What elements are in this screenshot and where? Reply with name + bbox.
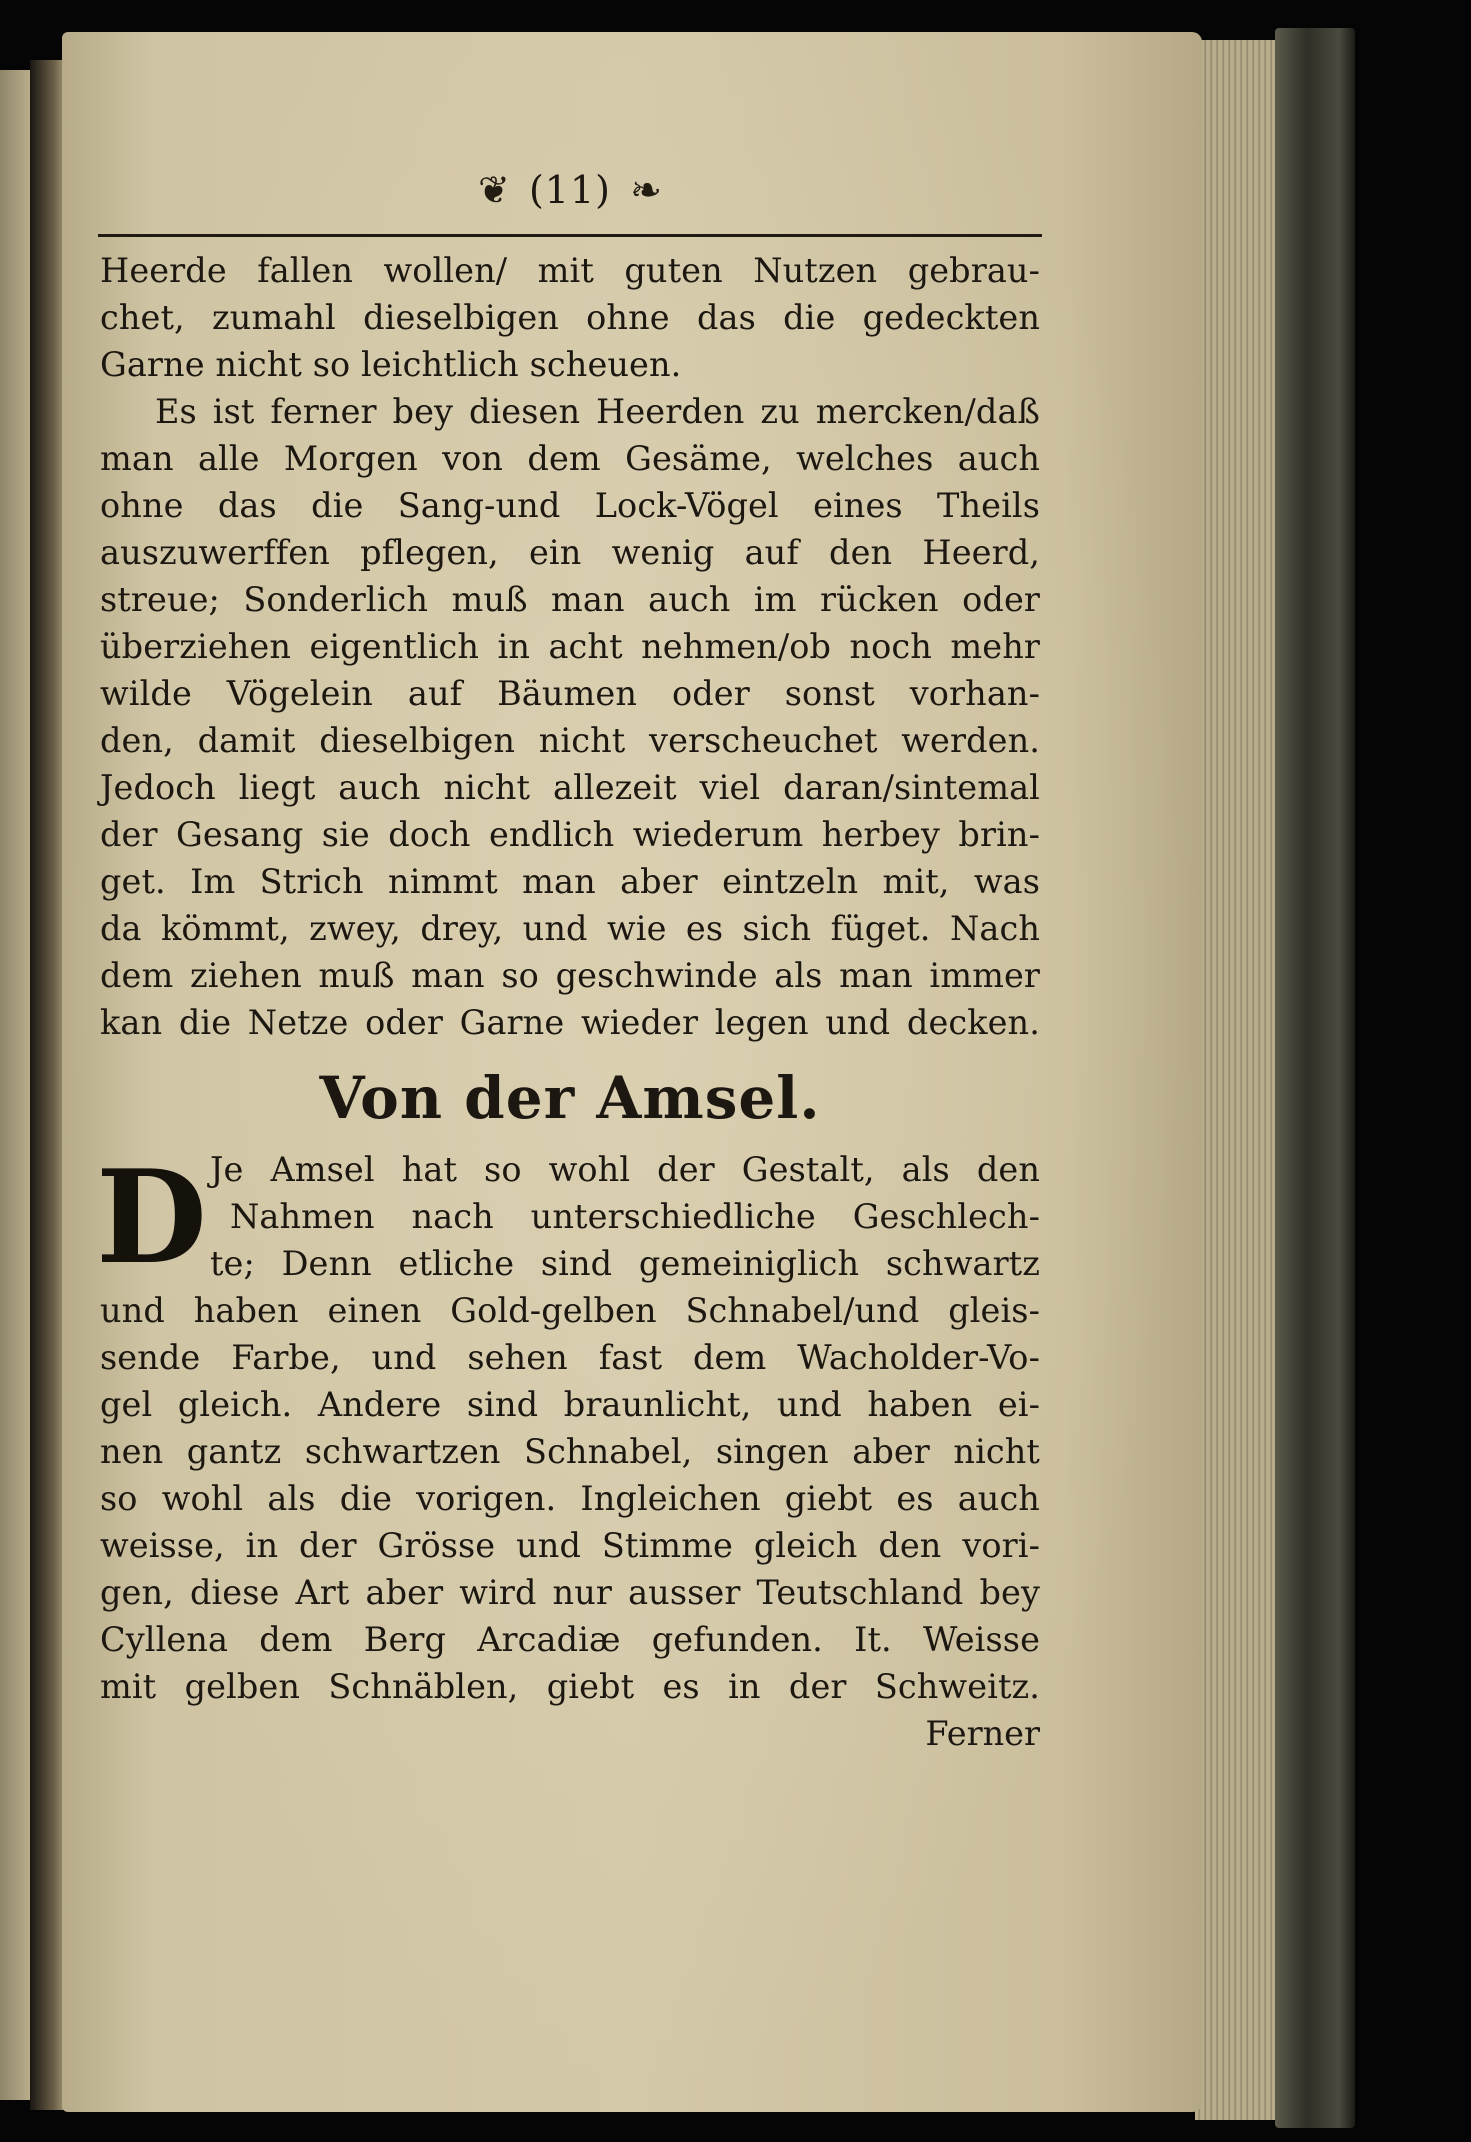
catchword: Ferner xyxy=(925,1714,1040,1753)
text-line: der Gesang sie doch endlich wiederum herbey brin- xyxy=(100,815,1040,854)
text-line: Je Amsel hat so wohl der Gestalt, als den xyxy=(210,1150,1040,1189)
text-line: kan die Netze oder Garne wieder legen und decken. xyxy=(100,1003,1040,1042)
text-line: so wohl als die vorigen. Ingleichen giebt es auch xyxy=(100,1479,1040,1518)
text-line: Cyllena dem Berg Arcadiæ gefunden. It. Weisse xyxy=(100,1620,1040,1659)
facing-page-edge xyxy=(0,70,32,2100)
text-line: gen, diese Art aber wird nur ausser Teutschland bey xyxy=(100,1573,1040,1612)
text-line: ohne das die Sang-und Lock-Vögel eines Theils xyxy=(100,486,1040,525)
paragraph-1 xyxy=(100,247,1040,388)
text-line: überziehen eigentlich in acht nehmen/ob noch mehr xyxy=(100,627,1040,666)
running-header xyxy=(100,168,1040,234)
page-edges xyxy=(1195,40,1285,2120)
text-line: gel gleich. Andere sind braunlicht, und haben ei- xyxy=(100,1385,1040,1424)
paragraph-2 xyxy=(100,388,1040,1046)
section-heading: Von der Amsel. xyxy=(319,1064,821,1132)
ornament-right-icon: ❧ xyxy=(630,168,662,212)
text-line: auszuwerffen pflegen, ein wenig auf den Heerd, xyxy=(100,533,1040,572)
text-line: te; Denn etliche sind gemeiniglich schwartz xyxy=(210,1244,1040,1283)
text-line: Es ist ferner bey diesen Heerden zu mercken/daß xyxy=(155,392,1040,431)
text-line: man alle Morgen von dem Gesäme, welches auch xyxy=(100,439,1040,478)
text-line: wilde Vögelein auf Bäumen oder sonst vorhan- xyxy=(100,674,1040,713)
text-line: dem ziehen muß man so geschwinde als man immer xyxy=(100,956,1040,995)
text-line: und haben einen Gold-gelben Schnabel/und gleis- xyxy=(100,1291,1040,1330)
text-line: sende Farbe, und sehen fast dem Wacholder-Vo- xyxy=(100,1338,1040,1377)
text-line: Garne nicht so leichtlich scheuen. xyxy=(100,345,682,384)
text-line: weisse, in der Grösse und Stimme gleich den vori- xyxy=(100,1526,1040,1565)
page-number: (11) xyxy=(528,168,611,212)
text-line: Jedoch liegt auch nicht allezeit viel daran/sintemal xyxy=(100,768,1040,807)
header-rule xyxy=(98,234,1042,237)
book-cover-board xyxy=(1275,28,1355,2128)
text-line: Heerde fallen wollen/ mit guten Nutzen gebrau- xyxy=(100,251,1040,290)
text-line: da kömmt, zwey, drey, und wie es sich füget. Nach xyxy=(100,909,1040,948)
text-line: streue; Sonderlich muß man auch im rücken oder xyxy=(100,580,1040,619)
ornament-left-icon: ❦ xyxy=(478,168,510,212)
text-line: chet, zumahl dieselbigen ohne das die gedeckten xyxy=(100,298,1040,337)
text-line: mit gelben Schnäblen, giebt es in der Schweitz. xyxy=(100,1667,1040,1706)
text-line: get. Im Strich nimmt man aber eintzeln mit, was xyxy=(100,862,1040,901)
paragraph-3 xyxy=(96,1143,1040,1710)
catchword-row xyxy=(100,1710,1040,1757)
text-line: nen gantz schwartzen Schnabel, singen aber nicht xyxy=(100,1432,1040,1471)
decorated-initial: D xyxy=(96,1143,207,1293)
text-line: Nahmen nach unterschiedliche Geschlech- xyxy=(230,1197,1040,1236)
text-line: den, damit dieselbigen nicht verscheuchet werden. xyxy=(100,721,1040,760)
page-text-block xyxy=(96,168,1040,1757)
